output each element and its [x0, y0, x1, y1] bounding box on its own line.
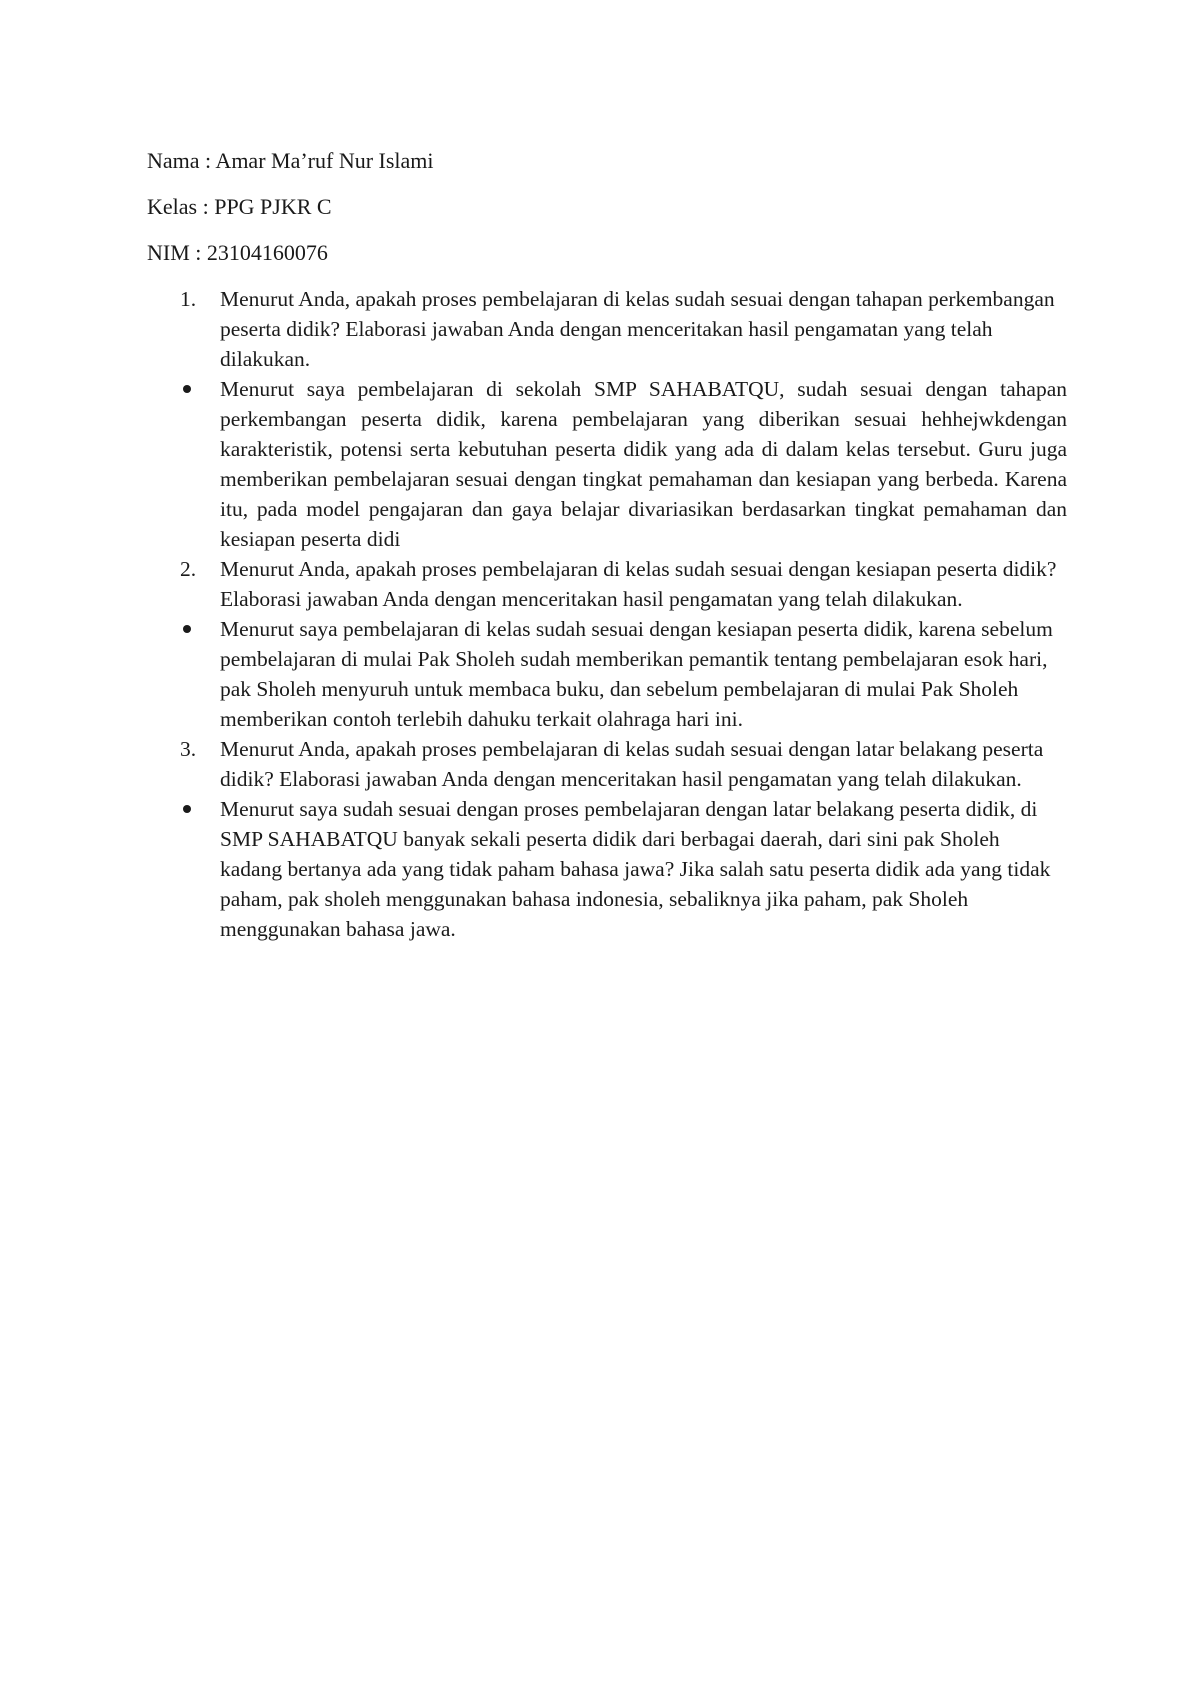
- question-text: Menurut Anda, apakah proses pembelajaran di kelas sudah sesuai dengan kesiapan peserta didik? Elaborasi jawaban Anda dengan menceritakan hasil pengamatan yang telah dilakukan.: [220, 557, 1057, 611]
- answer-text: Menurut saya pembelajaran di sekolah SMP SAHABATQU, sudah sesuai dengan tahapan perkembangan peserta didik, karena pembelajaran yang diberikan sesuai hehhejwkdengan karakteristik, potensi serta kebutuhan peserta didik yang ada di dalam kelas tersebut. Guru juga memberikan pembelajaran sesuai dengan tingkat pemahaman dan kesiapan yang berbeda. Karena itu, pada model pengajaran dan gaya belajar divariasikan berdasarkan tingkat pemahaman dan kesiapan peserta didi: [220, 377, 1067, 551]
- question-item: [147, 284, 1067, 374]
- question-item: [147, 554, 1067, 614]
- bullet-icon: [183, 625, 191, 633]
- question-item: [147, 734, 1067, 794]
- answer-item: [147, 614, 1067, 734]
- question-answer-list: [147, 284, 1067, 944]
- answer-item: [147, 794, 1067, 944]
- list-number: 1.: [180, 287, 197, 311]
- bullet-icon: [183, 385, 191, 393]
- answer-text: Menurut saya sudah sesuai dengan proses pembelajaran dengan latar belakang peserta didik, di SMP SAHABATQU banyak sekali peserta didik dari berbagai daerah, dari sini pak Sholeh kadang bertanya ada yang tidak paham bahasa jawa? Jika salah satu peserta didik ada yang tidak paham, pak sholeh menggunakan bahasa indonesia, sebaliknya jika paham, pak Sholeh menggunakan bahasa jawa.: [220, 797, 1051, 941]
- list-number: 2.: [180, 557, 197, 581]
- answer-text: Menurut saya pembelajaran di kelas sudah sesuai dengan kesiapan peserta didik, karena sebelum pembelajaran di mulai Pak Sholeh sudah memberikan pemantik tentang pembelajaran esok hari, pak Sholeh menyuruh untuk membaca buku, dan sebelum pembelajaran di mulai Pak Sholeh memberikan contoh terlebih dahuku terkait olahraga hari ini.: [220, 617, 1053, 731]
- question-text: Menurut Anda, apakah proses pembelajaran di kelas sudah sesuai dengan tahapan perkembangan peserta didik? Elaborasi jawaban Anda dengan menceritakan hasil pengamatan yang telah dilakukan.: [220, 287, 1055, 371]
- student-class: Kelas : PPG PJKR C: [147, 194, 332, 219]
- list-number: 3.: [180, 737, 197, 761]
- answer-item: [147, 374, 1067, 554]
- bullet-icon: [183, 805, 191, 813]
- question-text: Menurut Anda, apakah proses pembelajaran di kelas sudah sesuai dengan latar belakang peserta didik? Elaborasi jawaban Anda dengan menceritakan hasil pengamatan yang telah dilakukan.: [220, 737, 1044, 791]
- student-nim: NIM : 23104160076: [147, 240, 328, 265]
- student-name: Nama : Amar Ma’ruf Nur Islami: [147, 148, 434, 173]
